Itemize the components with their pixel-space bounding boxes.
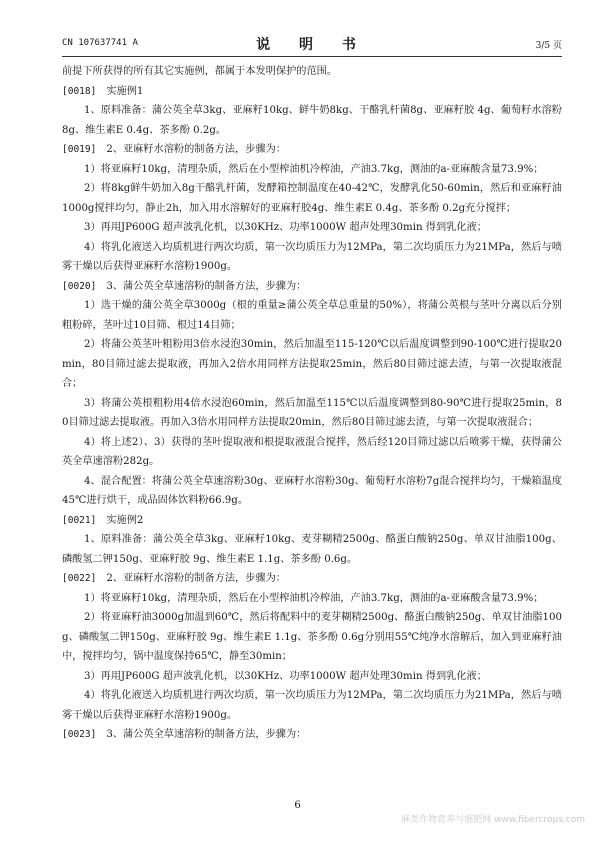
paragraph bbox=[62, 238, 562, 277]
header-divider bbox=[62, 56, 562, 57]
watermark: 麻类作物营养与施肥网 www.fibercrops.com bbox=[401, 815, 585, 825]
paragraph-text: 前提下所获得的所有其它实施例，都属于本发明保护的范围。 bbox=[62, 66, 338, 77]
paragraph bbox=[62, 62, 562, 82]
paragraph bbox=[62, 218, 562, 238]
paragraph-text: 2、亚麻籽水溶粉的制备方法，步骤为： bbox=[106, 144, 286, 155]
numbered-paragraph bbox=[62, 725, 562, 745]
paragraph bbox=[62, 433, 562, 472]
paragraph-text: 2）将8kg鲜牛奶加入8g干酪乳杆菌，发酵箱控制温度在40-42℃，发酵乳化50-60min，然后和亚麻籽油1000g搅拌均匀，静止2h，加入用水溶解好的亚麻籽胶4g、维生素E 0.4g、茶多酚 0.2g充分搅拌； bbox=[62, 183, 562, 214]
paragraph-text: 1）将亚麻籽10kg，清理杂质，然后在小型榨油机冷榨油，产油3.7kg，测油的a-亚麻酸含量73.9%； bbox=[84, 163, 544, 175]
paragraph bbox=[62, 472, 562, 511]
paragraph bbox=[62, 589, 562, 609]
paragraph-text: 1）将亚麻籽10kg，清理杂质，然后在小型榨油机冷榨油，产油3.7kg，测油的a-亚麻酸含量73.9%； bbox=[84, 592, 544, 604]
paragraph-text: 实施例1 bbox=[106, 85, 144, 97]
paragraph-text: 4、混合配置：将蒲公英全草速溶粉30g、亚麻籽水溶粉30g、葡萄籽水溶粉7g混合搅拌均匀，干燥箱温度45℃进行烘干，成品固体饮料粉66.9g。 bbox=[62, 475, 562, 506]
paragraph bbox=[62, 335, 562, 394]
paragraph-text: 实施例2 bbox=[106, 514, 144, 526]
page-count: 3/5 页 bbox=[535, 41, 562, 51]
paragraph-number: [0022] bbox=[62, 573, 97, 584]
numbered-paragraph bbox=[62, 277, 562, 297]
numbered-paragraph bbox=[62, 569, 562, 589]
paragraph bbox=[62, 608, 562, 667]
paragraph-text: 3、蒲公英全草速溶粉的制备方法，步骤为： bbox=[106, 280, 307, 292]
patent-number: CN 107637741 A bbox=[62, 38, 138, 48]
paragraph bbox=[62, 394, 562, 433]
paragraph-text: 4）将上述2）、3）获得的茎叶提取液和根提取液混合搅拌，然后经120目筛过滤以后喷雾干燥，获得蒲公英全草速溶粉282g。 bbox=[62, 436, 562, 467]
paragraph-number: [0021] bbox=[62, 514, 97, 526]
paragraph bbox=[62, 179, 562, 218]
paragraph-text: 4）将乳化液送入均质机进行两次均质，第一次均质压力为12MPa，第二次均质压力为21MPa，然后与喷雾干燥以后获得亚麻籽水溶粉1900g。 bbox=[62, 690, 562, 721]
paragraph-text: 4）将乳化液送入均质机进行两次均质，第一次均质压力为12MPa，第二次均质压力为21MPa，然后与喷雾干燥以后获得亚麻籽水溶粉1900g。 bbox=[62, 241, 562, 272]
paragraph bbox=[62, 160, 562, 180]
paragraph-text: 1、原料准备：蒲公英全草3kg、亚麻籽10kg、麦芽糊精2500g、酪蛋白酸钠250g、单双甘油脂100g、磷酸氢二钾150g、亚麻籽胶 9g、维生素E 1.1g、茶多酚 0.6g。 bbox=[62, 534, 562, 565]
paragraph bbox=[62, 686, 562, 725]
paragraph bbox=[62, 101, 562, 140]
paragraph-text: 3）将蒲公英根粗粉用4倍水浸泡60min，然后加温至115℃以后温度调整到80-90℃进行提取25min，80目筛过滤去提取液。再加入3倍水用同样方法提取20min，然后80目筛过滤去渣，与第一次提取液混合； bbox=[62, 397, 562, 428]
paragraph-text: 3）再用JP600G 超声波乳化机，以30KHz、功率1000W 超声处理30min 得到乳化液； bbox=[84, 670, 487, 682]
paragraph-text: 2、亚麻籽水溶粉的制备方法，步骤为： bbox=[106, 573, 286, 584]
paragraph-number: [0023] bbox=[62, 729, 97, 740]
paragraph-text: 3、蒲公英全草速溶粉的制备方法，步骤为： bbox=[106, 729, 307, 740]
paragraph-number: [0020] bbox=[62, 280, 97, 292]
paragraph-number: [0018] bbox=[62, 85, 97, 97]
paragraph bbox=[62, 667, 562, 687]
page-number: 6 bbox=[294, 800, 301, 811]
numbered-paragraph bbox=[62, 140, 562, 160]
paragraph-text: 1）选干燥的蒲公英全草3000g（根的重量≥蒲公英全草总重量的50%），将蒲公英根与茎叶分离以后分别粗粉碎，茎叶过10目筛、根过14目筛； bbox=[62, 300, 562, 331]
page-header bbox=[62, 34, 562, 54]
document-body bbox=[62, 62, 562, 745]
numbered-paragraph bbox=[62, 511, 562, 531]
paragraph bbox=[62, 296, 562, 335]
paragraph bbox=[62, 530, 562, 569]
paragraph-text: 1、原料准备：蒲公英全草3kg、亚麻籽10kg、鲜牛奶8kg、干酪乳杆菌8g、亚麻籽胶 4g、葡萄籽水溶粉8g、维生素E 0.4g、茶多酚 0.2g。 bbox=[62, 105, 562, 136]
paragraph-number: [0019] bbox=[62, 144, 97, 155]
numbered-paragraph bbox=[62, 82, 562, 102]
page-title: 说 明 书 bbox=[256, 37, 368, 53]
paragraph-text: 2）将蒲公英茎叶粗粉用3倍水浸泡30min，然后加温至115-120℃以后温度调整到90-100℃进行提取20min，80目筛过滤去提取液，再加入2倍水用同样方法提取25min，然后80目筛过滤去渣，与第一次提取液混合； bbox=[62, 339, 562, 389]
paragraph-text: 3）再用JP600G 超声波乳化机，以30KHz、功率1000W 超声处理30min 得到乳化液； bbox=[84, 222, 487, 233]
paragraph-text: 2）将亚麻籽油3000g加温到60℃，然后将配料中的麦芽糊精2500g、酪蛋白酸钠250g、单双甘油脂100g、磷酸氢二钾150g、亚麻籽胶 9g、维生素E 1.1g、茶多酚 0.6g分别用55℃纯净水溶解后，加入到亚麻籽油中，搅拌均匀，锅中温度保持65℃，静至30min； bbox=[62, 612, 562, 662]
